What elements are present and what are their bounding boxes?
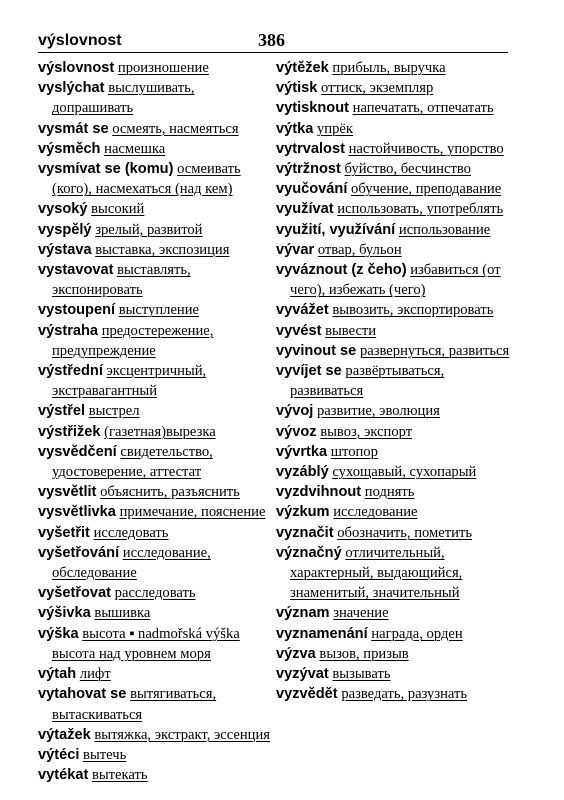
dictionary-entry xyxy=(276,361,512,401)
headword: vyzývat xyxy=(276,666,329,683)
headword: vývoj xyxy=(276,403,314,420)
translation: насмешка xyxy=(104,140,166,157)
translation: вызов, призыв xyxy=(319,645,409,662)
translation: обучение, преподавание xyxy=(351,181,502,198)
dictionary-entry xyxy=(38,603,270,623)
dictionary-entry xyxy=(38,220,270,240)
dictionary-entry xyxy=(38,119,270,139)
headword: vyslýchat xyxy=(38,80,105,97)
headword: výstava xyxy=(38,241,92,258)
dictionary-entry xyxy=(38,139,270,159)
headword: vyzáblý xyxy=(276,464,329,481)
page-header xyxy=(38,30,508,53)
translation: вывести xyxy=(325,322,377,339)
translation: высота ▪ nadmořská výška высота над уровнем моря xyxy=(52,625,240,662)
headword: vyspělý xyxy=(38,221,92,238)
headword: vyučování xyxy=(276,181,348,198)
translation: осмеять, насмеяться xyxy=(112,120,239,137)
dictionary-entry xyxy=(276,220,512,240)
headword: vytrvalost xyxy=(276,140,345,157)
headword: výška xyxy=(38,625,79,642)
translation: использование xyxy=(398,221,491,238)
headword: výtisk xyxy=(276,80,318,97)
dictionary-entry xyxy=(276,199,512,219)
dictionary-entry xyxy=(38,361,270,401)
headword: vyzvědět xyxy=(276,686,338,703)
headword: vyšetřování xyxy=(38,544,120,561)
translation: выставлять, экспонировать xyxy=(52,262,191,299)
headword: využívat xyxy=(276,201,334,218)
dictionary-entry xyxy=(276,603,512,623)
headword: vysoký xyxy=(38,201,88,218)
translation: свидетельство, удостоверение, аттестат xyxy=(52,443,213,481)
translation: вызывать xyxy=(332,666,391,683)
dictionary-entry xyxy=(276,523,512,543)
translation: разведать, разузнать xyxy=(341,686,468,703)
translation: расследовать xyxy=(114,585,196,602)
dictionary-entry xyxy=(276,543,512,604)
headword: výtah xyxy=(38,666,77,683)
headword: vývoz xyxy=(276,423,317,440)
translation: вытекать xyxy=(91,767,148,784)
translation: (газетная)вырезка xyxy=(104,423,216,440)
translation: напечатать, отпечатать xyxy=(352,100,494,117)
dictionary-entry xyxy=(38,725,270,745)
translation: объяснить, разъяснить xyxy=(100,484,240,501)
dictionary-entry xyxy=(276,664,512,684)
dictionary-entry xyxy=(38,523,270,543)
dictionary-entry xyxy=(276,624,512,644)
translation: вывоз, экспорт xyxy=(320,423,413,440)
translation: награда, орден xyxy=(371,625,463,642)
headword: význačný xyxy=(276,544,342,561)
translation: вывозить, экспортировать xyxy=(332,302,494,319)
translation: упрёк xyxy=(316,120,353,137)
headword: vyvést xyxy=(276,322,322,339)
translation: предостережение, предупреждение xyxy=(52,322,214,359)
dictionary-entry xyxy=(38,58,270,78)
translation: выступление xyxy=(118,302,200,319)
dictionary-entry xyxy=(38,78,270,118)
headword: výsměch xyxy=(38,140,101,157)
headword: výtažek xyxy=(38,726,91,743)
translation: оттиск, экземпляр xyxy=(321,80,434,97)
headword: výzkum xyxy=(276,504,330,521)
headword: výšivka xyxy=(38,605,91,622)
translation: выставка, экспозиция xyxy=(95,241,230,258)
dictionary-entry xyxy=(38,543,270,583)
headword: vývar xyxy=(276,241,315,258)
headword: vytisknout xyxy=(276,100,349,117)
dictionary-entry xyxy=(38,422,270,442)
dictionary-entry xyxy=(276,240,512,260)
headword: vyšetřovat xyxy=(38,585,112,602)
headword: vyzdvihnout xyxy=(276,484,362,501)
translation: вытягиваться, вытаскиваться xyxy=(52,686,217,723)
translation: осмеивать (кого), насмехаться (над кем) xyxy=(52,161,241,198)
translation: зрелый, развитой xyxy=(95,221,203,238)
dictionary-entry xyxy=(38,401,270,421)
dictionary-entry xyxy=(276,58,512,78)
translation: произношение xyxy=(117,60,209,76)
translation: развитие, эволюция xyxy=(316,403,440,420)
dictionary-entry xyxy=(276,139,512,159)
translation: поднять xyxy=(364,484,415,501)
headword: vysmát se xyxy=(38,120,109,137)
headword: vyznamenání xyxy=(276,625,368,642)
dictionary-entry xyxy=(276,442,512,462)
dictionary-entry xyxy=(38,300,270,320)
dictionary-entry xyxy=(38,765,270,785)
translation: настойчивость, упорство xyxy=(348,140,504,157)
translation: значение xyxy=(333,605,389,622)
headword: vystavovat xyxy=(38,262,114,279)
translation: вытяжка, экстракт, эссенция xyxy=(94,726,271,743)
translation: исследование xyxy=(333,504,418,521)
dictionary-entry xyxy=(276,78,512,98)
headword: výstraha xyxy=(38,322,99,339)
headword: výtržnost xyxy=(276,161,341,178)
headword: vystoupení xyxy=(38,302,116,319)
dictionary-entry xyxy=(276,260,512,300)
dictionary-entry xyxy=(276,502,512,522)
translation: высокий xyxy=(91,201,145,218)
translation: отличительный, характерный, выдающийся, знаменитый, значительный xyxy=(290,544,463,602)
headword: vyšetřit xyxy=(38,524,90,541)
headword: vysvětlivka xyxy=(38,504,116,521)
headword: výtěžek xyxy=(276,60,329,76)
translation: буйство, бесчинство xyxy=(344,161,471,178)
headword: výtka xyxy=(276,120,314,137)
dictionary-entry xyxy=(276,321,512,341)
headword: význam xyxy=(276,605,330,622)
dictionary-entry xyxy=(38,159,270,199)
dictionary-entry xyxy=(276,482,512,502)
translation: лифт xyxy=(79,666,111,683)
right-column xyxy=(276,58,512,705)
dictionary-entry xyxy=(38,442,270,482)
headword: výtéci xyxy=(38,746,80,763)
translation: развернуться, развиться xyxy=(359,342,510,359)
dictionary-entry xyxy=(38,684,270,724)
headword: vyznačit xyxy=(276,524,334,541)
headword: vytahovat se xyxy=(38,686,127,703)
translation: отвар, бульон xyxy=(317,241,402,258)
headword: výslovnost xyxy=(38,60,115,76)
translation: примечание, пояснение xyxy=(119,504,266,521)
translation: выстрел xyxy=(88,403,140,420)
headword: vysmívat se (komu) xyxy=(38,161,174,178)
dictionary-entry xyxy=(38,482,270,502)
dictionary-entry xyxy=(276,341,512,361)
dictionary-entry xyxy=(38,745,270,765)
translation: выслушивать, допрашивать xyxy=(52,80,195,117)
guide-word: výslovnost xyxy=(38,32,122,49)
translation: избавиться (от чего), избежать (чего) xyxy=(290,262,501,299)
dictionary-entry xyxy=(276,159,512,179)
dictionary-entry xyxy=(276,179,512,199)
headword: výstřel xyxy=(38,403,86,420)
translation: исследовать xyxy=(93,524,169,541)
dictionary-entry xyxy=(276,119,512,139)
dictionary-entry xyxy=(276,462,512,482)
headword: vyvážet xyxy=(276,302,329,319)
dictionary-entry xyxy=(276,401,512,421)
translation: исследование, обследование xyxy=(52,544,211,582)
dictionary-entry xyxy=(38,199,270,219)
translation: прибыль, выручка xyxy=(332,60,446,76)
dictionary-entry xyxy=(38,260,270,300)
translation: обозначить, пометить xyxy=(337,524,472,541)
headword: vytékat xyxy=(38,767,89,784)
dictionary-entry xyxy=(276,98,512,118)
dictionary-entry xyxy=(276,684,512,704)
dictionary-entry xyxy=(276,644,512,664)
translation: вышивка xyxy=(94,605,151,622)
dictionary-entry xyxy=(38,624,270,664)
translation: сухощавый, сухопарый xyxy=(332,464,477,481)
headword: vyváznout (z čeho) xyxy=(276,262,407,279)
translation: эксцентричный, экстравагантный xyxy=(52,363,207,400)
headword: vyvíjet se xyxy=(276,363,342,380)
dictionary-entry xyxy=(38,664,270,684)
headword: vysvědčení xyxy=(38,443,117,460)
dictionary-entry xyxy=(276,422,512,442)
headword: výzva xyxy=(276,645,316,662)
headword: vysvětlit xyxy=(38,484,97,501)
dictionary-entry xyxy=(38,321,270,361)
translation: использовать, употреблять xyxy=(337,201,504,218)
dictionary-entry xyxy=(38,502,270,522)
left-column xyxy=(38,58,270,785)
translation: развёртываться, развиваться xyxy=(290,363,445,400)
headword: výstřední xyxy=(38,363,103,380)
headword: využití, využívání xyxy=(276,221,396,238)
headword: vyvinout se xyxy=(276,342,357,359)
dictionary-entry xyxy=(38,240,270,260)
headword: výstřižek xyxy=(38,423,101,440)
dictionary-entry xyxy=(276,300,512,320)
page-number: 386 xyxy=(258,30,285,50)
headword: vývrtka xyxy=(276,443,328,460)
dictionary-entry xyxy=(38,583,270,603)
translation: штопор xyxy=(330,443,378,460)
translation: вытечь xyxy=(83,746,127,763)
